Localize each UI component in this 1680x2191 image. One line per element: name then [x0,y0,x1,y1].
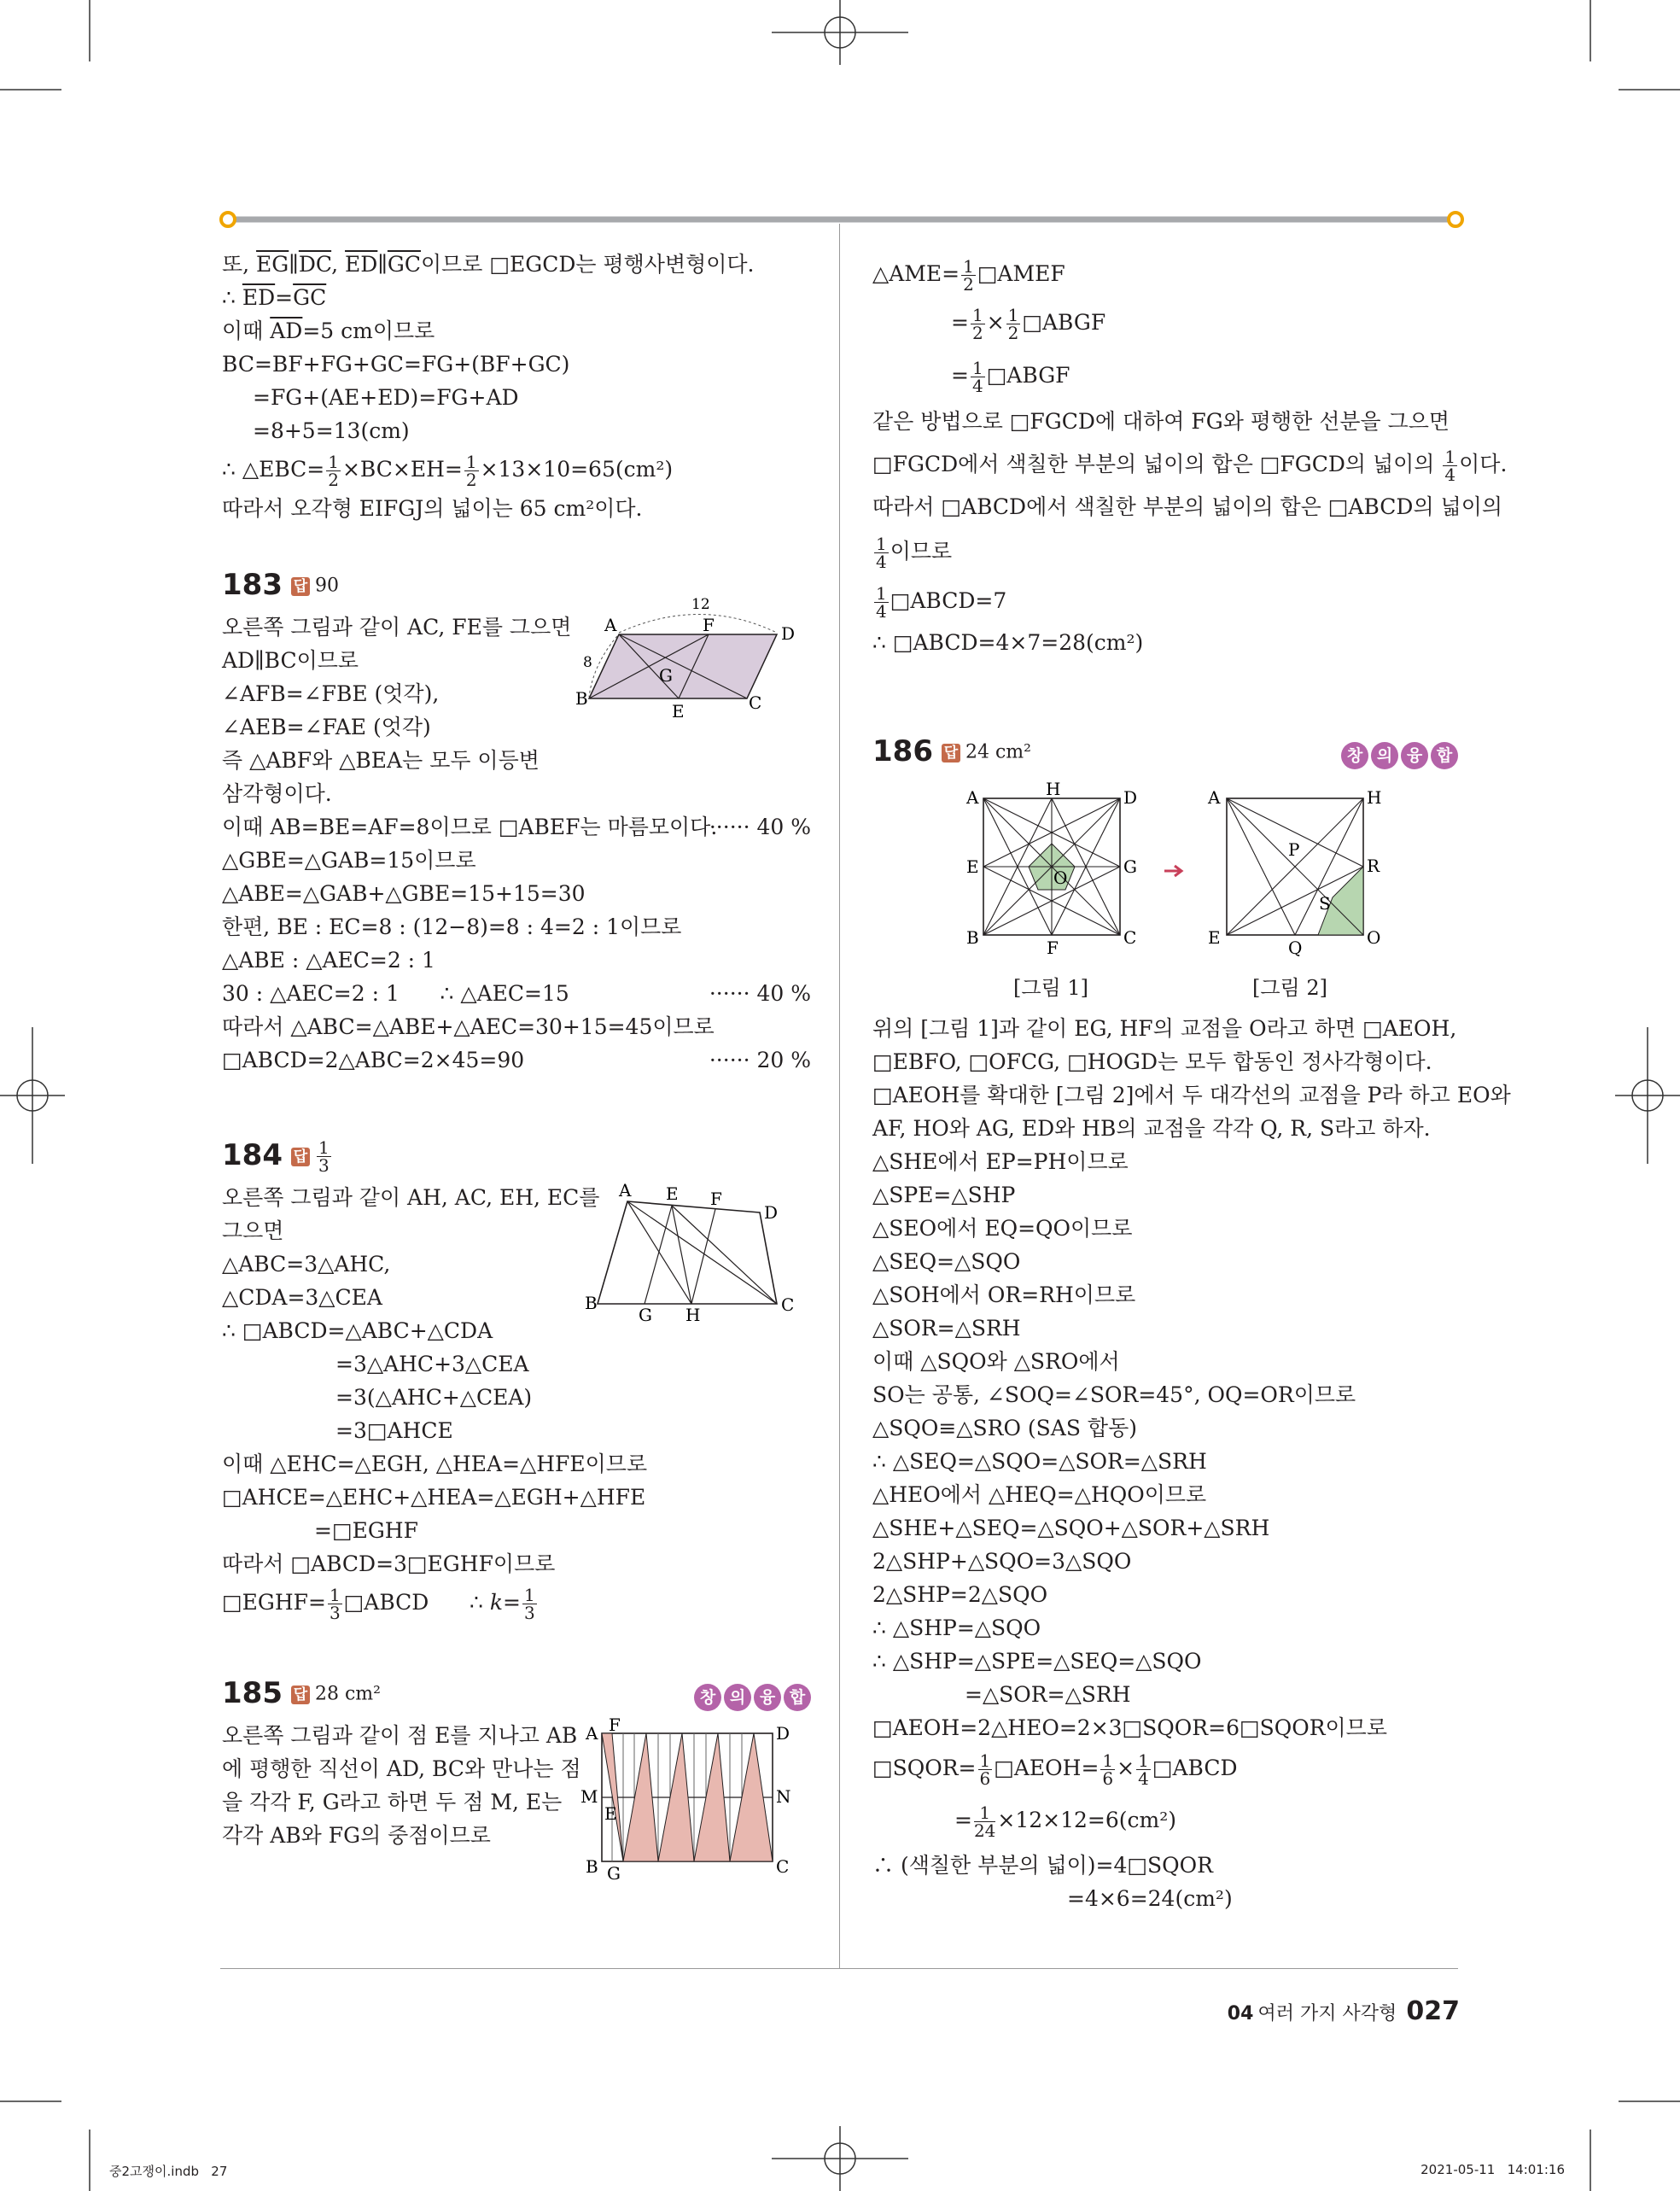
numerator: 1 [971,358,983,378]
text: ×BC×EH= [341,457,463,482]
page-number: 027 [1406,1996,1460,2026]
label-B: B [966,927,979,948]
text-line: △SEQ=△SQO [872,1249,1021,1274]
text-line: △GBE=△GAB=15이므로 [222,848,476,873]
fraction [978,1752,993,1787]
fraction [874,535,889,570]
label-P: P [1288,839,1300,860]
denominator: 4 [971,376,983,396]
text-line: 위의 [그림 1]과 같이 EG, HF의 교점을 O라고 하면 □AEOH, [872,1016,1457,1041]
text-line: □AHCE=△EHC+△HEA=△EGH+△HFE [222,1485,646,1510]
fraction [522,1586,537,1621]
problem-number: 184 [222,1138,283,1172]
label-C: C [776,1856,790,1877]
denominator: 3 [318,1155,330,1176]
answer-icon: 답 [942,744,960,762]
denominator: 4 [1444,464,1456,485]
text-line [872,1792,1458,1849]
text-line: 따라서 △ABC=△ABE+△AEC=30+15=45이므로 [222,1014,715,1039]
numerator: 1 [876,534,887,554]
figures-186 [872,777,1458,1012]
score-percent: ······ 40 % [709,815,811,839]
numerator: 1 [1444,447,1456,467]
text: 30 : △AEC=2 : 1 ∴ △AEC=15 [222,981,569,1006]
label-H: H [1367,787,1382,808]
segment: $\overline{ED}$ [242,285,276,310]
denominator: 4 [876,552,887,572]
badge-char: 창 [694,1684,721,1711]
label-B: B [575,688,588,709]
problem-number: 186 [872,734,933,768]
text-line: ∴ △SHP=△SQO [872,1615,1041,1640]
text-line: 오른쪽 그림과 같이 점 E를 지나고 AB [222,1723,578,1748]
text-line: AD∥BC이므로 [222,648,359,673]
text: □ABGF [986,363,1070,388]
text-line: 따라서 □ABCD=3□EGHF이므로 [222,1551,556,1576]
text: ×12×12=6(cm²) [997,1808,1177,1832]
denominator: 6 [979,1768,991,1789]
text-line: ∴ (색칠한 부분의 넓이)=4□SQOR [872,1853,1213,1878]
text: = [954,1808,972,1832]
denominator: 24 [973,1820,996,1841]
arrow-icon [1163,862,1188,879]
denominator: 3 [329,1603,341,1623]
text-line: 한편, BE : EC=8 : (12−8)=8 : 4=2 : 1이므로 [222,914,682,939]
badge-char: 합 [784,1684,811,1711]
fraction [328,1586,342,1621]
denominator: 4 [1138,1768,1149,1789]
text: □ABCD [1152,1756,1238,1780]
text-line: □EBFO, □OFCG, □HOGD는 모두 합동인 정사각형이다. [872,1049,1432,1074]
denominator: 2 [971,323,983,343]
p182-continuation [222,248,811,525]
text-line: 따라서 오각형 EIFGJ의 넓이는 65 cm²이다. [222,496,643,521]
text-line [872,349,1458,402]
text-line: AF, HO와 AG, ED와 HB의 교점을 각각 Q, R, S라고 하자. [872,1116,1431,1141]
text: ∴ △EBC= [222,457,325,482]
printer-datetime: 2021-05-11 14:01:16 [1420,2162,1565,2177]
variable-k: k [489,1590,504,1615]
text: △AME= [872,261,960,286]
label-C: C [749,692,762,713]
numerator: 1 [318,1137,330,1158]
label-A: A [966,787,979,808]
label-D: D [764,1202,779,1223]
text: □ABGF [1022,310,1106,335]
text-line [872,1744,1458,1792]
denominator: 2 [328,470,339,490]
fraction [464,453,479,488]
denominator: 2 [963,274,974,295]
fraction [1136,1752,1151,1787]
quadrilateral-ABCD [598,1201,777,1304]
text-line: △ABC=3△AHC, [222,1252,391,1277]
numerator: 1 [971,305,983,325]
bottom-rule [220,1968,1458,1969]
label-F: F [710,1189,722,1209]
fraction [974,1804,995,1839]
header-rule [218,209,1466,230]
segment: $\overline{EG}$ [256,252,289,277]
text: = [503,1590,521,1615]
text: □ABCD=7 [890,588,1007,613]
text-line: =FG+(AE+ED)=FG+AD [253,385,519,410]
text-line: △SPE=△SHP [872,1183,1016,1207]
label-F: F [609,1715,621,1735]
label-8: 8 [583,654,592,671]
text-line: 따라서 □ABCD에서 색칠한 부분의 넓이의 합은 □ABCD의 넓이의 [872,494,1502,519]
label-Q: Q [1288,938,1303,958]
text-line: 에 평행한 직선이 AD, BC와 만나는 점 [222,1756,581,1781]
badge-char: 융 [1401,742,1428,769]
text-line: 삼각형이다. [222,781,332,806]
label-G: G [607,1863,621,1884]
text: = [951,363,969,388]
label-G: G [639,1305,652,1325]
label-D: D [776,1723,790,1744]
fraction [1006,307,1021,342]
text-line: 오른쪽 그림과 같이 AH, AC, EH, EC를 [222,1185,600,1210]
text-line: =3(△AHC+△CEA) [335,1385,533,1410]
problem-header [222,1130,811,1181]
text-line: 이때 △SQO와 △SRO에서 [872,1349,1120,1374]
segment: $\overline{ED}$ [345,252,378,277]
text-line [222,314,811,348]
text-line: BC=BF+FG+GC=FG+(BF+GC) [222,352,570,377]
numerator: 1 [1102,1750,1114,1771]
text-line [222,977,811,1010]
score-percent: ······ 20 % [709,1048,811,1072]
fraction [326,453,341,488]
label-H: H [685,1305,701,1325]
text-line: △SEO에서 EQ=QO이므로 [872,1216,1133,1241]
label-G: G [1123,856,1137,877]
text-line: 그으면 [222,1218,284,1243]
figure-2 [1193,781,1397,969]
creative-badge [691,1668,811,1719]
fraction [1443,448,1457,483]
fraction [874,585,889,620]
label-12: 12 [691,596,710,613]
answer-icon: 답 [291,577,310,596]
label-E: E [1208,927,1221,948]
label-E: E [604,1803,617,1824]
text: ∥ [377,252,388,277]
text: × [986,310,1005,335]
figure-1 [958,781,1163,969]
label-N: N [776,1786,791,1807]
text: 이므로 □EGCD는 평행사변형이다. [421,252,755,277]
numerator: 1 [963,256,974,277]
label-F: F [703,615,715,635]
segment: $\overline{AD}$ [270,318,303,343]
denominator: 6 [1102,1768,1114,1789]
text: 이때 [222,318,271,343]
label-D: D [781,623,796,644]
text-line: 2△SHP=2△SQO [872,1582,1048,1607]
answer: 90 [314,575,339,597]
badge-char: 의 [724,1684,751,1711]
fraction [1100,1752,1115,1787]
text-line: SO는 공통, ∠SOQ=∠SOR=45°, OQ=OR이므로 [872,1382,1356,1407]
numerator: 1 [1138,1750,1149,1771]
text-line: ∴ △SEQ=△SQO=△SOR=△SRH [872,1449,1207,1474]
text: ×13×10=65(cm²) [480,457,674,482]
chapter-number: 04 [1227,2003,1254,2024]
text-line: 같은 방법으로 □FGCD에 대하여 FG와 평행한 선분을 그으면 [872,409,1450,434]
p185-continuation [872,252,1508,659]
text-line [872,441,1508,488]
text-line [222,248,811,281]
text-line: △SOR=△SRH [872,1316,1021,1341]
fraction [971,307,985,342]
text: 이다. [1459,452,1508,476]
text-line: =3△AHC+3△CEA [335,1352,529,1376]
fraction [971,359,985,394]
numerator: 1 [1007,305,1019,325]
text-line: ∠AEB=∠FAE (엇각) [222,715,431,739]
text: , [331,252,346,277]
text: 이므로 [890,539,953,564]
label-B: B [586,1856,598,1877]
text: × [1117,1756,1135,1780]
label-A: A [586,1723,598,1744]
text-line: 즉 △ABF와 △BEA는 모두 이등변 [222,748,540,773]
label-A: A [619,1180,632,1201]
answer-fraction [317,1139,331,1174]
label-S: S [1319,893,1331,914]
text-line: △CDA=3△CEA [222,1285,382,1310]
segment: $\overline{DC}$ [298,252,332,277]
label-C: C [1123,927,1137,948]
denominator: 4 [876,601,887,622]
text-line: 오른쪽 그림과 같이 AC, FE를 그으면 [222,615,572,640]
text-line: △SHE+△SEQ=△SQO+△SOR+△SRH [872,1516,1270,1540]
text-line: =□EGHF [314,1518,418,1543]
text-line [872,296,1458,349]
badge-char: 융 [754,1684,781,1711]
text-line: △HEO에서 △HEQ=△HQO이므로 [872,1482,1207,1507]
text: = [951,310,969,335]
text-line: ∴ △SHP=△SPE=△SEQ=△SQO [872,1649,1202,1674]
denominator: 2 [465,470,477,490]
text: □AEOH= [994,1756,1100,1780]
chapter-title: 여러 가지 사각형 [1257,2003,1397,2024]
numerator: 1 [979,1750,991,1771]
text-line [872,252,1458,296]
text: □AMEF [977,261,1065,286]
text: □FGCD에서 색칠한 부분의 넓이의 합은 □FGCD의 넓이의 [872,452,1442,476]
score-percent: ······ 40 % [709,981,811,1006]
label-M: M [580,1786,598,1807]
problem-185 [222,1668,811,1884]
problem-186 [872,726,1511,1915]
figure-183 [575,592,811,722]
text-line: =8+5=13(cm) [253,418,410,443]
segment: $\overline{GC}$ [387,252,421,277]
text-line: △ABE=△GAB+△GBE=15+15=30 [222,881,586,906]
printer-file-info: 중2고쟁이.indb 27 [109,2164,228,2179]
problem-number: 185 [222,1676,283,1710]
numerator: 1 [524,1585,535,1605]
label-B: B [585,1293,598,1313]
figure-184 [585,1180,807,1325]
text-line: □AEOH를 확대한 [그림 2]에서 두 대각선의 교점을 P라 하고 EO와 [872,1083,1511,1107]
answer-icon: 답 [291,1686,310,1704]
figure-2-caption: [그림 2] [1252,976,1327,1000]
creative-badge [1339,726,1458,777]
arc-12 [619,615,777,634]
label-R: R [1367,856,1380,876]
text: ∴ [222,285,242,310]
answer: 24 cm² [965,741,1031,763]
text: = [275,285,294,310]
text-line: ∴ □ABCD=△ABC+△CDA [222,1318,493,1343]
label-D: D [1123,787,1138,808]
label-A: A [1208,787,1221,808]
answer: 28 cm² [314,1683,381,1705]
text-line [222,447,811,492]
label-H: H [1046,779,1061,799]
text: □ABCD ∴ [343,1590,490,1615]
text-line: 이때 △EHC=△EGH, △HEA=△HFE이므로 [222,1452,648,1476]
badge-char: 의 [1371,742,1398,769]
label-E: E [672,701,685,722]
text-line [872,576,1458,626]
figure-185 [580,1715,807,1884]
text-line: △SOH에서 OR=RH이므로 [872,1282,1136,1307]
text: =5 cm이므로 [302,318,435,343]
badge-char: 창 [1341,742,1368,769]
text-line: =4×6=24(cm²) [1067,1886,1233,1911]
numerator: 1 [328,452,339,472]
denominator: 2 [1007,323,1019,343]
fraction [961,258,976,293]
text: □ABCD=2△ABC=2×45=90 [222,1048,525,1072]
text-line: =△SOR=△SRH [965,1682,1131,1707]
text-line: △SQO≡△SRO (SAS 합동) [872,1416,1137,1440]
text-line: ∠AFB=∠FBE (엇각), [222,681,440,706]
numerator: 1 [465,452,477,472]
text-line: =3□AHCE [335,1418,453,1443]
text: □EGHF= [222,1590,326,1615]
label-E: E [966,856,979,877]
numerator: 1 [974,1804,995,1822]
text-line [222,810,811,844]
text-line [222,1043,811,1077]
problem-183 [222,559,811,1077]
left-column [222,248,811,1884]
text-line [222,1580,811,1625]
label-A: A [604,615,617,635]
segment: $\overline{GC}$ [293,285,327,310]
label-F: F [1047,938,1059,958]
text-line: 각각 AB와 FG의 중점이므로 [222,1823,491,1848]
text-line: □AEOH=2△HEO=2×3□SQOR=6□SQOR이므로 [872,1715,1387,1740]
answer-icon: 답 [291,1148,310,1166]
badge-char: 합 [1431,742,1458,769]
denominator: 3 [524,1603,535,1623]
text: ∥ [289,252,299,277]
text: 이때 AB=BE=AF=8이므로 □ABEF는 마름모이다. [222,815,718,839]
text-line: △ABE : △AEC=2 : 1 [222,948,435,973]
text-line [872,527,1458,576]
problem-number: 183 [222,568,283,602]
problem-header [872,726,1458,777]
text: 또, [222,252,257,277]
right-column [872,252,1511,1915]
problem-header [222,1668,811,1719]
column-divider [839,224,840,1968]
text: □SQOR= [872,1756,977,1780]
label-G: G [659,665,673,686]
label-O: O [1053,868,1068,888]
figure-1-caption: [그림 1] [1013,976,1088,1000]
text-line: ∴ □ABCD=4×7=28(cm²) [872,630,1144,655]
label-O: O [1367,927,1381,948]
label-C: C [781,1294,795,1315]
text-line: 을 각각 F, G라고 하면 두 점 M, E는 [222,1790,563,1814]
label-E: E [666,1183,679,1204]
text-line: 2△SHP+△SQO=3△SQO [872,1549,1132,1574]
numerator: 1 [329,1585,341,1605]
text-line [222,281,811,314]
page-footer [1228,1996,1460,2026]
problem-184 [222,1130,811,1625]
text-line: △SHE에서 EP=PH이므로 [872,1149,1129,1174]
numerator: 1 [876,583,887,604]
